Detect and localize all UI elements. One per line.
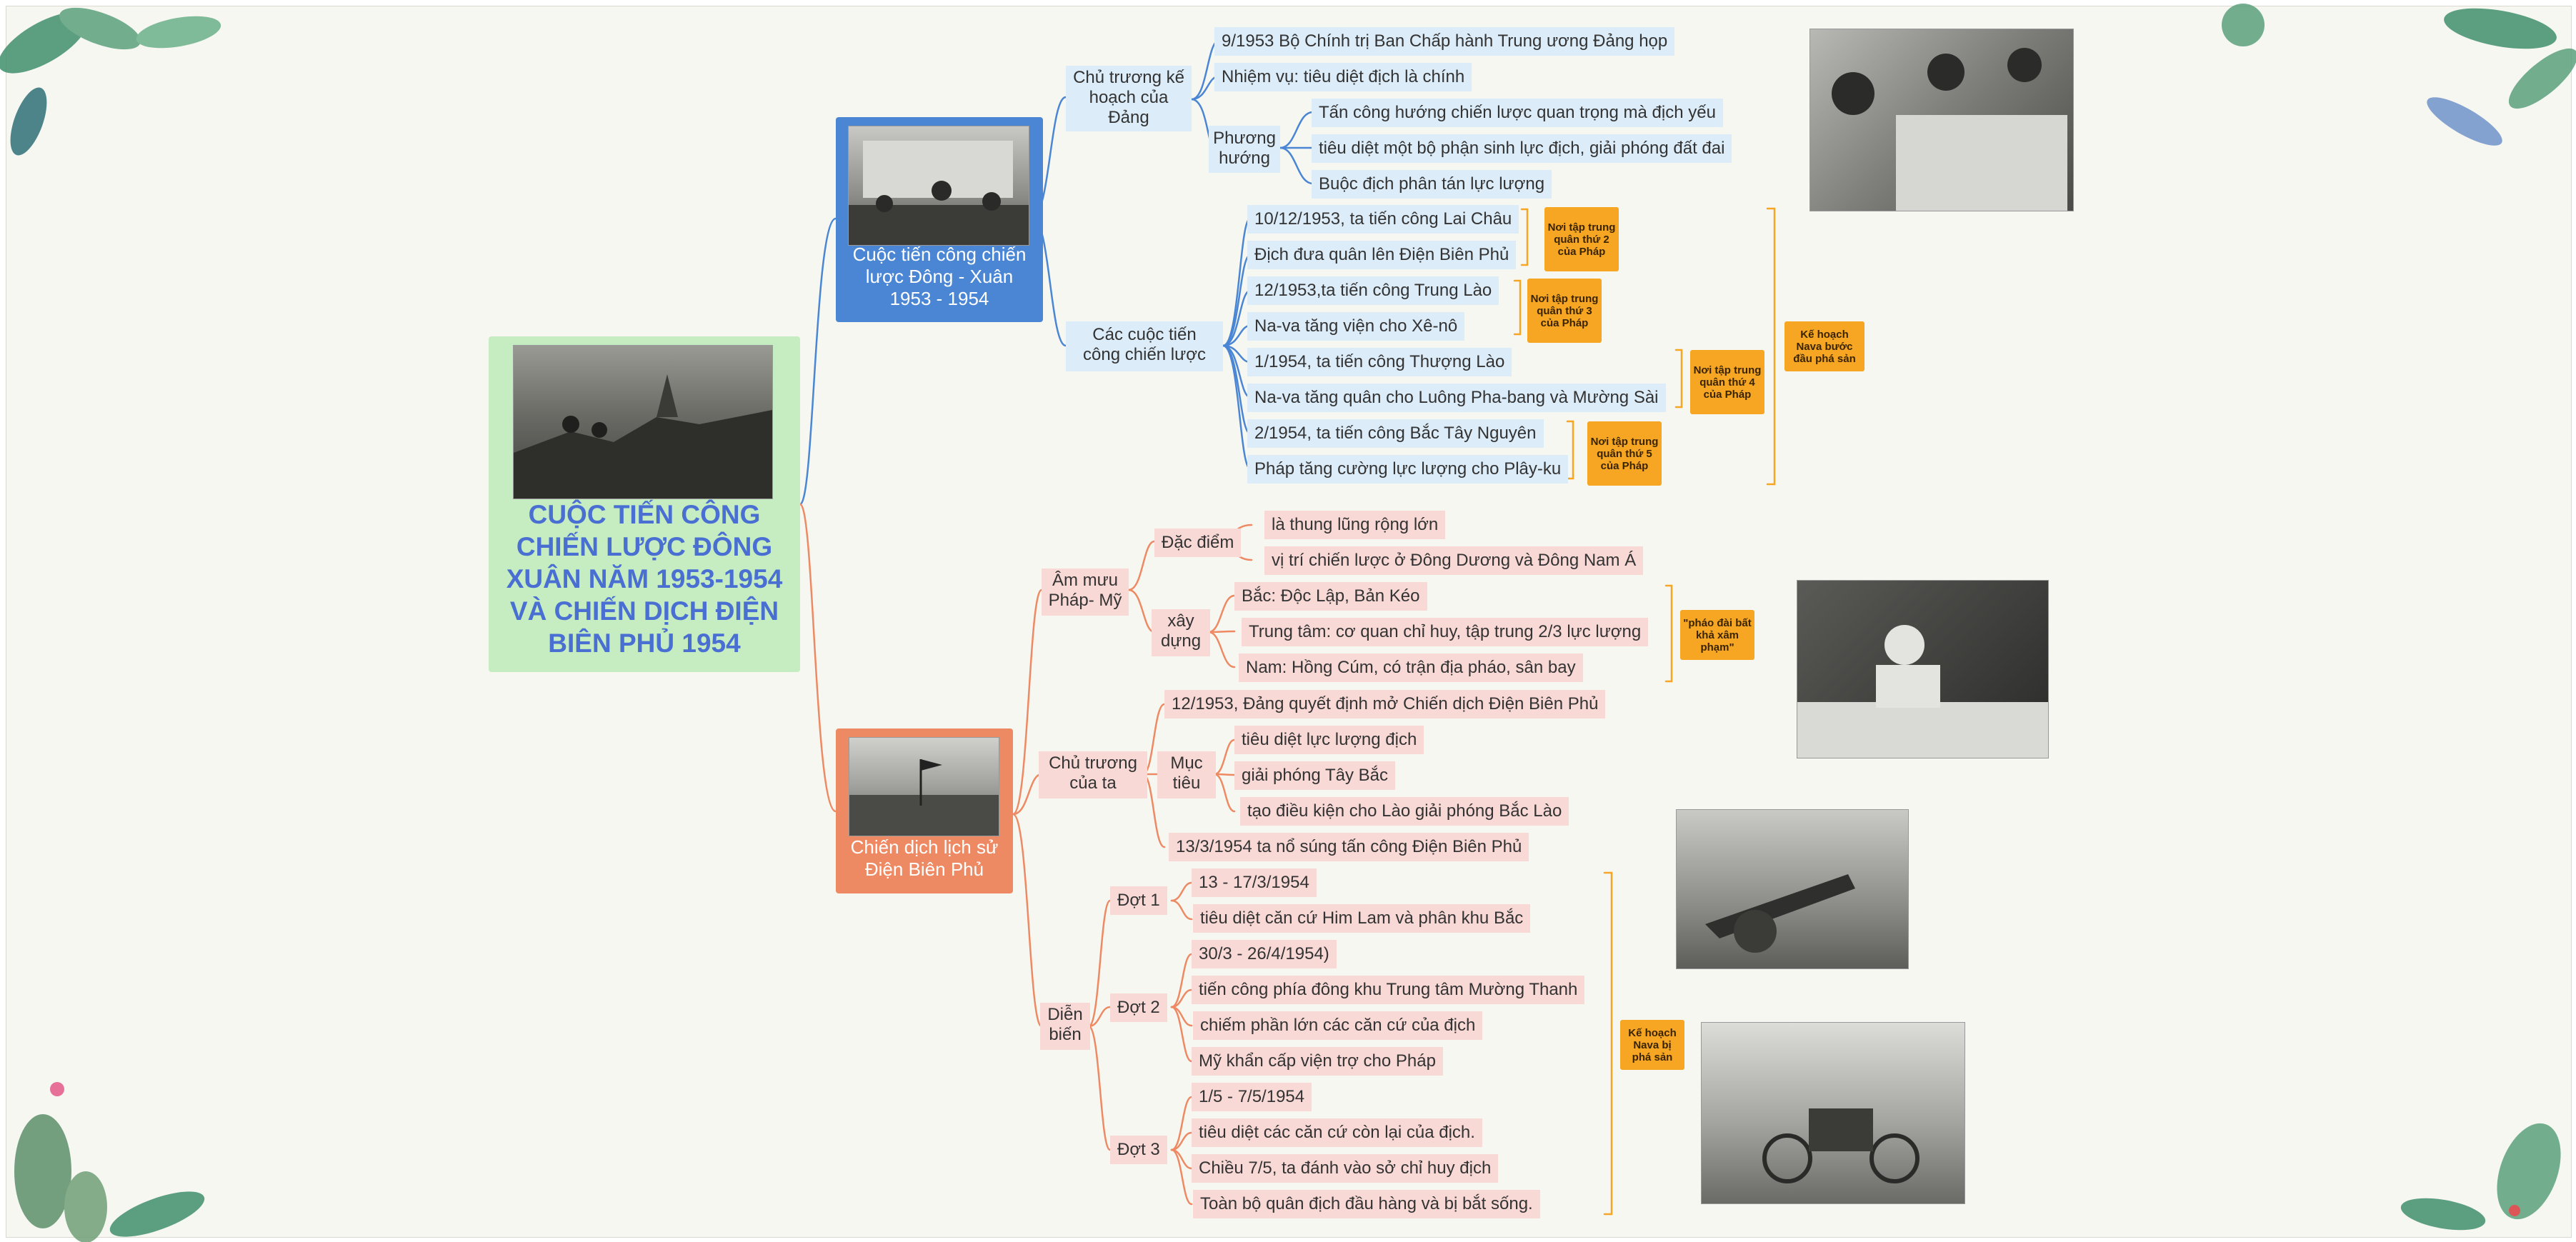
bicycle-photo xyxy=(1701,1022,1965,1204)
decision-item[interactable]: 12/1953, Đảng quyết định mở Chiến dịch Điện Biên Phủ xyxy=(1164,690,1605,718)
attack-item[interactable]: 2/1954, ta tiến công Bắc Tây Nguyên xyxy=(1247,419,1544,448)
feature-item[interactable]: vị trí chiến lược ở Đông Dương và Đông Nam Á xyxy=(1264,546,1643,575)
attack-item[interactable]: Na-va tăng viện cho Xê-nô xyxy=(1247,312,1464,341)
fortress-note[interactable]: "pháo đài bất khả xâm phạm" xyxy=(1680,610,1754,660)
goal-item[interactable]: giải phóng Tây Bắc xyxy=(1234,761,1395,790)
phase2-item[interactable]: tiến công phía đông khu Trung tâm Mường Thanh xyxy=(1192,976,1584,1004)
phase1-item[interactable]: tiêu diệt căn cứ Him Lam và phân khu Bắc xyxy=(1193,904,1530,933)
phase2-item[interactable]: chiếm phần lớn các căn cứ của địch xyxy=(1193,1011,1482,1040)
goal-node[interactable]: Mục tiêu xyxy=(1157,751,1216,798)
attack-item[interactable]: 12/1953,ta tiến công Trung Lào xyxy=(1247,276,1499,305)
note-box[interactable]: Nơi tập trung quân thứ 5 của Pháp xyxy=(1587,421,1662,486)
phase2-item[interactable]: 30/3 - 26/4/1954) xyxy=(1192,940,1337,968)
phase3-item[interactable]: Chiều 7/5, ta đánh vào sở chỉ huy địch xyxy=(1192,1154,1498,1183)
phase3-node[interactable]: Đợt 3 xyxy=(1110,1136,1167,1164)
direction-item[interactable]: Buộc địch phân tán lực lượng xyxy=(1312,170,1552,199)
goal-item[interactable]: tạo điều kiện cho Lào giải phóng Bắc Lào xyxy=(1240,797,1569,826)
progress-node[interactable]: Diễn biến xyxy=(1040,1003,1090,1050)
summary-note[interactable]: Kế hoạch Nava bị phá sản xyxy=(1620,1020,1684,1070)
note-box[interactable]: Nơi tập trung quân thứ 3 của Pháp xyxy=(1527,279,1602,343)
phase3-item[interactable]: Toàn bộ quân địch đầu hàng và bị bắt sống. xyxy=(1193,1190,1540,1218)
attack-item[interactable]: Na-va tăng quân cho Luông Pha-bang và Mường Sài xyxy=(1247,384,1666,412)
policy-item[interactable]: 9/1953 Bộ Chính trị Ban Chấp hành Trung ương Đảng họp xyxy=(1214,27,1674,56)
attack-item[interactable]: Địch đưa quân lên Điện Biên Phủ xyxy=(1247,241,1516,269)
branch2-photo xyxy=(849,737,999,836)
note-box[interactable]: Nơi tập trung quân thứ 4 của Pháp xyxy=(1690,350,1764,414)
build-node[interactable]: xây dựng xyxy=(1152,609,1210,656)
phase2-node[interactable]: Đợt 2 xyxy=(1110,993,1167,1022)
plot-node[interactable]: Âm mưu Pháp- Mỹ xyxy=(1042,569,1129,616)
phase1-item[interactable]: 13 - 17/3/1954 xyxy=(1192,868,1317,897)
attack-item[interactable]: Pháp tăng cường lực lượng cho Plây-ku xyxy=(1247,455,1568,484)
direction-item[interactable]: tiêu diệt một bộ phận sinh lực địch, giải phóng đất đai xyxy=(1312,134,1732,163)
attacks-node[interactable]: Các cuộc tiến công chiến lược xyxy=(1066,321,1223,371)
phase2-item[interactable]: Mỹ khẩn cấp viện trợ cho Pháp xyxy=(1192,1047,1443,1076)
feature-item[interactable]: là thung lũng rộng lớn xyxy=(1264,511,1445,539)
feature-node[interactable]: Đặc điểm xyxy=(1154,529,1241,557)
phase3-item[interactable]: 1/5 - 7/5/1954 xyxy=(1192,1083,1312,1111)
phase3-item[interactable]: tiêu diệt các căn cứ còn lại của địch. xyxy=(1192,1118,1482,1147)
branch1-photo xyxy=(848,126,1029,246)
meeting-photo xyxy=(1809,29,2074,211)
summary-note[interactable]: Kế hoạch Nava bước đầu phá sản xyxy=(1784,321,1864,371)
phase1-node[interactable]: Đợt 1 xyxy=(1110,886,1167,915)
policy-item[interactable]: Nhiệm vụ: tiêu diệt địch là chính xyxy=(1214,63,1472,91)
artillery-photo xyxy=(1676,809,1909,969)
direction-item[interactable]: Tấn công hướng chiến lược quan trọng mà địch yếu xyxy=(1312,99,1723,127)
build-item[interactable]: Trung tâm: cơ quan chỉ huy, tập trung 2/3 lực lượng xyxy=(1242,618,1648,646)
attack-item[interactable]: 10/12/1953, ta tiến công Lai Châu xyxy=(1247,205,1519,234)
goal-item[interactable]: tiêu diệt lực lượng địch xyxy=(1234,726,1424,754)
ours-node[interactable]: Chủ trương của ta xyxy=(1039,751,1147,798)
policy-node[interactable]: Chủ trương kế hoạch của Đảng xyxy=(1066,66,1192,131)
root-photo xyxy=(513,345,773,499)
commander-photo xyxy=(1797,580,2049,758)
branch2-label: Chiến dịch lịch sử Điện Biên Phủ xyxy=(850,836,999,880)
root-title: CUỘC TIẾN CÔNG CHIẾN LƯỢC ĐÔNG XUÂN NĂM 1953-1954 VÀ CHIẾN DỊCH ĐIỆN BIÊN PHỦ 1954 xyxy=(506,500,783,658)
branch1-label: Cuộc tiến công chiến lược Đông - Xuân 1953 - 1954 xyxy=(852,244,1027,309)
attack-item[interactable]: 1/1954, ta tiến công Thượng Lào xyxy=(1247,348,1512,376)
build-item[interactable]: Nam: Hồng Cúm, có trận địa pháo, sân bay xyxy=(1239,653,1583,682)
note-box[interactable]: Nơi tập trung quân thứ 2 của Pháp xyxy=(1544,207,1619,271)
direction-node[interactable]: Phương hướng xyxy=(1209,126,1280,173)
start-item[interactable]: 13/3/1954 ta nổ súng tấn công Điện Biên Phủ xyxy=(1169,833,1529,861)
build-item[interactable]: Bắc: Độc Lập, Bản Kéo xyxy=(1234,582,1427,611)
